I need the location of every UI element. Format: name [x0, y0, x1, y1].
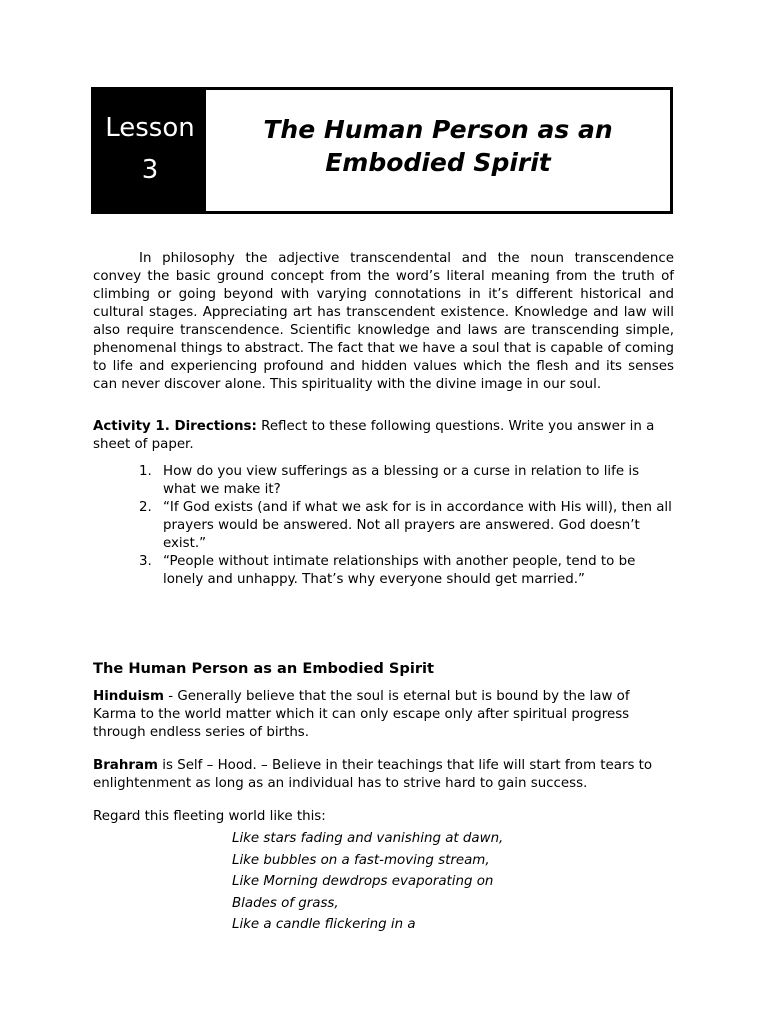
- activity-text: Reflect to these following questions. Write you answer in a sheet of paper.: [93, 419, 655, 452]
- question-number: 3.: [139, 554, 152, 569]
- question-number: 1.: [139, 464, 152, 479]
- poem-block: [232, 828, 503, 936]
- brahram-text: is Self – Hood. – Believe in their teachings that life will start from tears to enlightenment as long as an individual has to strive hard to gain success.: [93, 758, 653, 791]
- lesson-number: 3: [141, 154, 159, 185]
- question-text: “People without intimate relationships with another people, tend to be lonely and unhappy. That’s why everyone should get married.”: [163, 554, 636, 587]
- list-item: [93, 463, 674, 499]
- question-text: “If God exists (and if what we ask for is in accordance with His will), then all prayers would be answered. Not all prayers are answered. God doesn’t exist.”: [163, 500, 672, 551]
- poem-line: Like a candle flickering in a: [232, 917, 416, 932]
- question-list: [93, 463, 674, 589]
- poem-line: Like stars fading and vanishing at dawn,: [232, 831, 504, 846]
- poem-line: Like Morning dewdrops evaporating on: [232, 874, 494, 889]
- lesson-header: [91, 87, 673, 214]
- activity-directions: [93, 418, 674, 454]
- list-item: [93, 499, 674, 553]
- poem-line: Like bubbles on a fast-moving stream,: [232, 852, 490, 868]
- intro-paragraph: In philosophy the adjective transcendental and the noun transcendence convey the basic ground concept from the word’s literal meaning from the truth of climbing or going beyond with varying connotations in it’s different historical and cultural stages. Appreciating art has transcendent existence. Knowledge and law will also require transcendence. Scientific knowledge and laws are transcending simple, phenomenal things to abstract. The fact that we have a soul that is capable of coming to life and experiencing profound and hidden values which the flesh and its senses can never discover alone. This spirituality with the divine image in our soul.: [93, 251, 674, 392]
- lesson-badge: [94, 90, 206, 211]
- activity-label: Activity 1. Directions:: [93, 419, 257, 434]
- question-number: 2.: [139, 500, 152, 515]
- lesson-word: Lesson: [105, 112, 195, 143]
- brahram-term: Brahram: [93, 758, 158, 773]
- regard-line: Regard this fleeting world like this:: [93, 809, 326, 824]
- lesson-title: The Human Person as an Embodied Spirit: [263, 114, 613, 177]
- activity-paragraph: [93, 418, 674, 454]
- intro-section: [93, 250, 674, 394]
- question-text: How do you view sufferings as a blessing or a curse in relation to life is what we make it?: [163, 464, 640, 497]
- list-item: [93, 553, 674, 589]
- hinduism-paragraph: [93, 688, 674, 742]
- hinduism-text: - Generally believe that the soul is eternal but is bound by the law of Karma to the world matter which it can only escape only after spiritual progress through endless series of births.: [93, 689, 630, 740]
- poem-line: Blades of grass,: [232, 895, 339, 911]
- section-heading: The Human Person as an Embodied Spirit: [93, 660, 435, 677]
- brahram-paragraph: [93, 757, 674, 793]
- hinduism-term: Hinduism: [93, 689, 164, 704]
